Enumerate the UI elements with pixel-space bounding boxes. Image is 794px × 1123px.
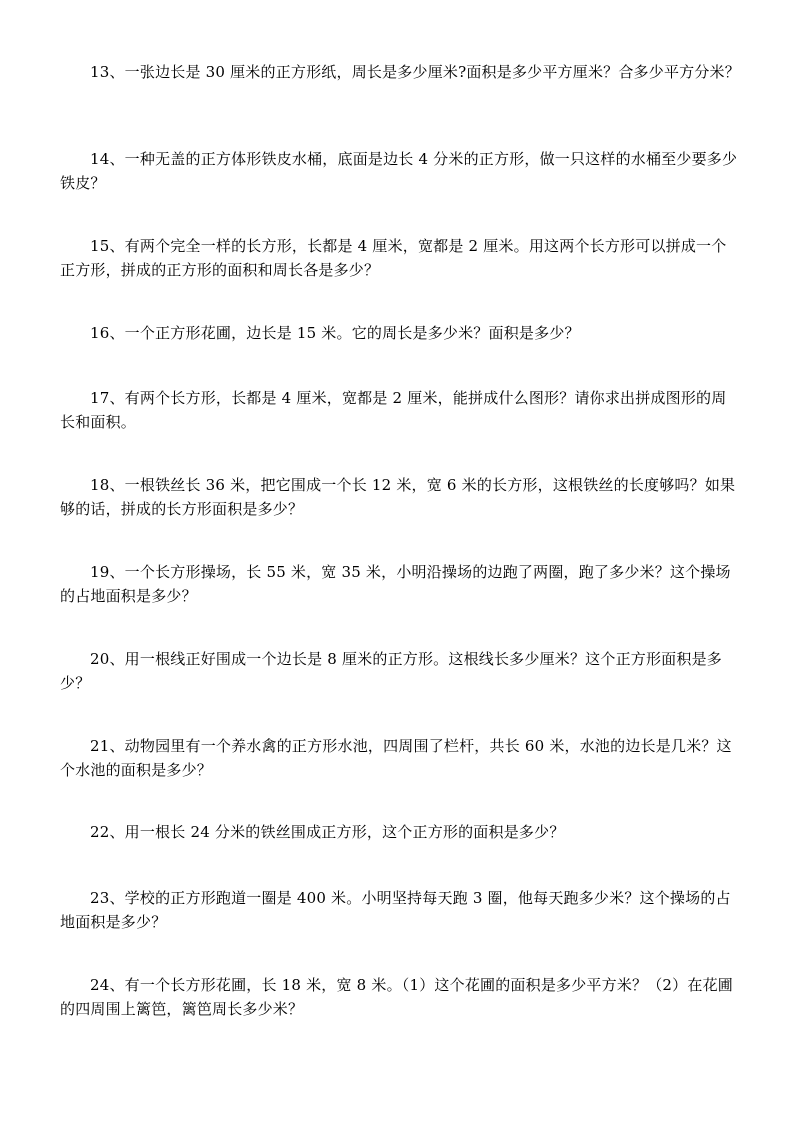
problem-24: 24、有一个长方形花圃，长 18 米，宽 8 米。（1）这个花圃的面积是多少平方米？（2）在花圃的四周围上篱笆，篱笆周长多少米？ bbox=[60, 976, 733, 1018]
problem-17: 17、有两个长方形，长都是 4 厘米，宽都是 2 厘米，能拼成什么图形？请你求出拼成图形的周长和面积。 bbox=[60, 389, 727, 431]
problem-22: 22、用一根长 24 分米的铁丝围成正方形，这个正方形的面积是多少？ bbox=[90, 823, 565, 841]
problem-20: 20、用一根线正好围成一个边长是 8 厘米的正方形。这根线长多少厘米？这个正方形面积是多少？ bbox=[60, 650, 722, 692]
problem-15: 15、有两个完全一样的长方形，长都是 4 厘米，宽都是 2 厘米。用这两个长方形可以拼成一个正方形，拼成的正方形的面积和周长各是多少？ bbox=[60, 237, 727, 279]
problem-19: 19、一个长方形操场，长 55 米，宽 35 米，小明沿操场的边跑了两圈，跑了多少米？这个操场的占地面积是多少？ bbox=[60, 563, 731, 605]
problem-14: 14、一种无盖的正方体形铁皮水桶，底面是边长 4 分米的正方形，做一只这样的水桶至少要多少铁皮？ bbox=[60, 150, 738, 192]
problem-18: 18、一根铁丝长 36 米，把它围成一个长 12 米，宽 6 米的长方形，这根铁丝的长度够吗？如果够的话，拼成的长方形面积是多少？ bbox=[60, 476, 736, 518]
problem-23: 23、学校的正方形跑道一圈是 400 米。小明坚持每天跑 3 圈，他每天跑多少米？这个操场的占地面积是多少？ bbox=[60, 889, 731, 931]
problem-16: 16、一个正方形花圃，边长是 15 米。它的周长是多少米？面积是多少？ bbox=[90, 324, 580, 342]
problem-21: 21、动物园里有一个养水禽的正方形水池，四周围了栏杆，共长 60 米，水池的边长是几米？这个水池的面积是多少？ bbox=[60, 737, 732, 779]
problem-13: 13、一张边长是 30 厘米的正方形纸，周长是多少厘米?面积是多少平方厘米？合多少平方分米？ bbox=[90, 63, 740, 81]
